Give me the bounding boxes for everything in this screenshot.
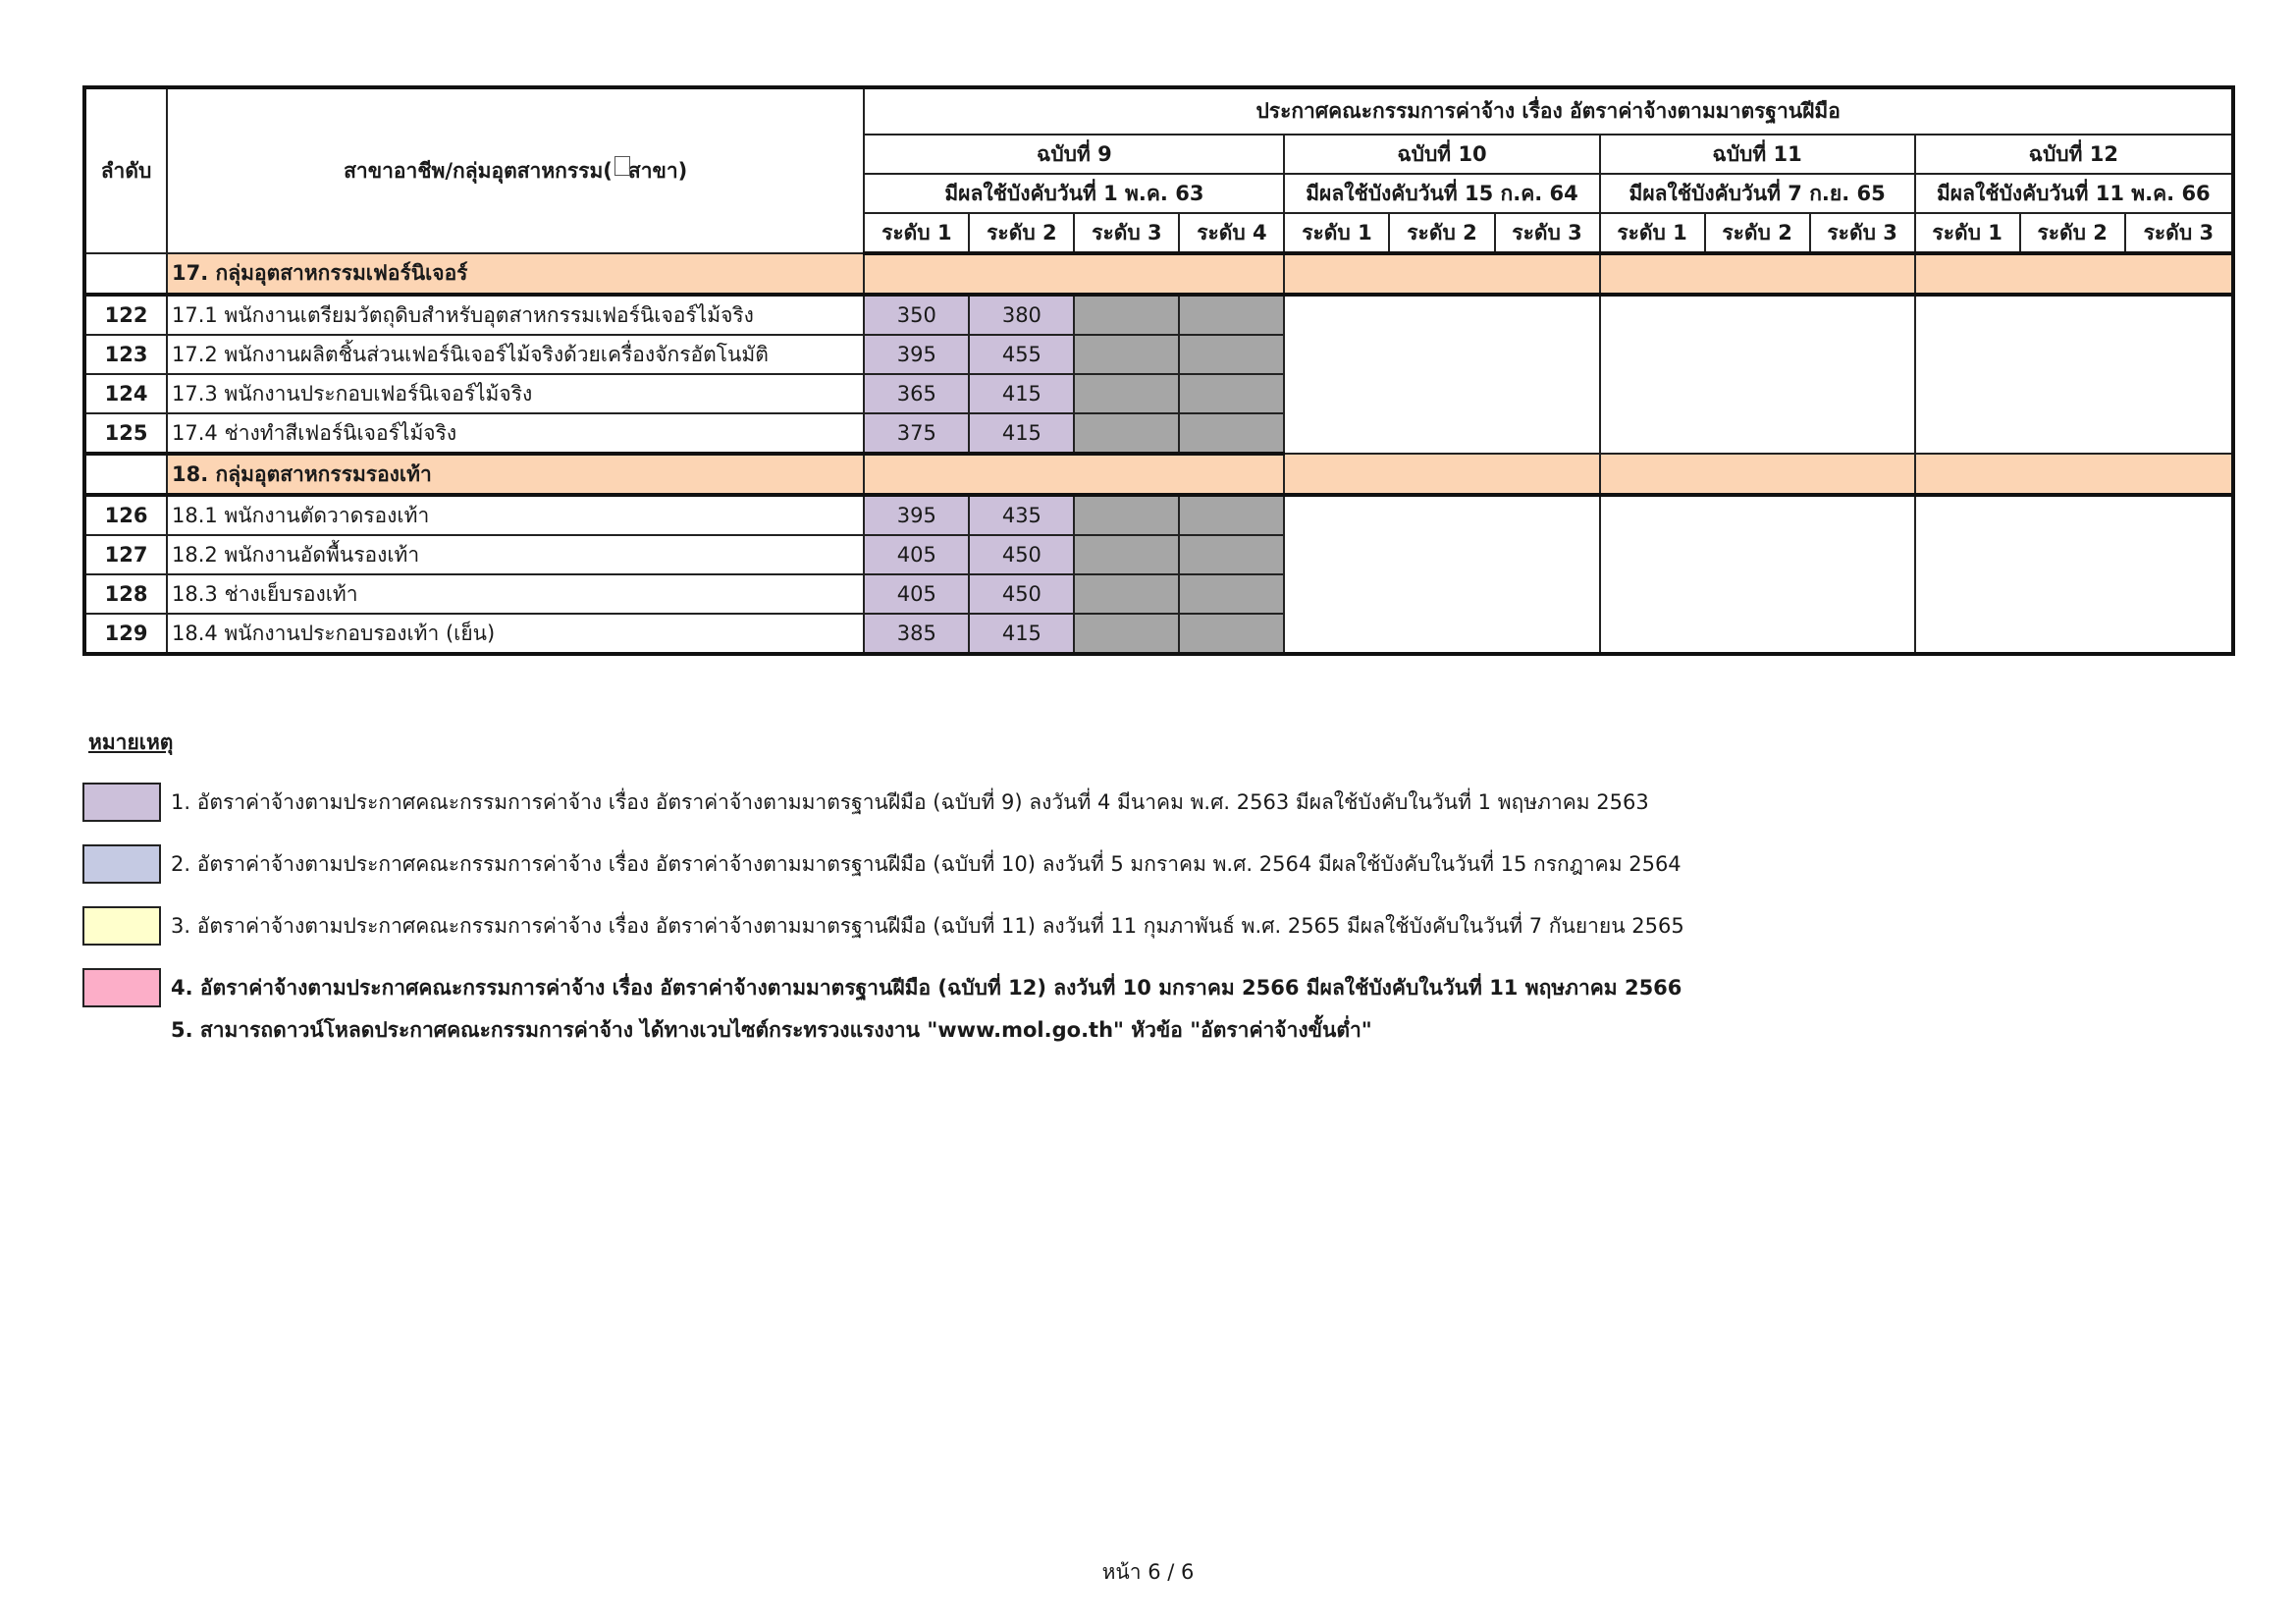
note-text: 5. สามารถดาวน์โหลดประกาศคณะกรรมการค่าจ้าง ได้ทางเวบไซต์กระทรวงแรงงาน "www.mol.go.th" หัวข้อ "อัตราค่าจ้างขั้นต่ำ" [171, 1017, 1372, 1042]
level-4-rate [1179, 295, 1284, 335]
level-4-rate [1179, 335, 1284, 374]
level-header: ระดับ 1 [1600, 213, 1705, 253]
occupation-name: 17.2 พนักงานผลิตชิ้นส่วนเฟอร์นิเจอร์ไม้จริงด้วยเครื่องจักรอัตโนมัติ [167, 335, 864, 374]
row-number: 129 [84, 614, 167, 654]
group-fill [864, 454, 1284, 495]
level-header: ระดับ 1 [864, 213, 969, 253]
level-2-rate: 415 [969, 413, 1074, 454]
level-3-rate [1074, 535, 1179, 574]
announcement-header: ประกาศคณะกรรมการค่าจ้าง เรื่อง อัตราค่าจ้างตามมาตรฐานฝีมือ [864, 87, 2233, 135]
level-4-rate [1179, 614, 1284, 654]
group-row [84, 454, 2233, 495]
group-title: 17. กลุ่มอุตสาหกรรมเฟอร์นิเจอร์ [167, 253, 864, 295]
row-number: 124 [84, 374, 167, 413]
occupation-name: 17.3 พนักงานประกอบเฟอร์นิเจอร์ไม้จริง [167, 374, 864, 413]
level-2-rate: 380 [969, 295, 1074, 335]
level-1-rate: 385 [864, 614, 969, 654]
level-1-rate: 405 [864, 574, 969, 614]
row-number: 126 [84, 495, 167, 535]
edition-9-title: ฉบับที่ 9 [864, 135, 1284, 174]
level-1-rate: 405 [864, 535, 969, 574]
level-4-rate [1179, 495, 1284, 535]
edition-10-title: ฉบับที่ 10 [1284, 135, 1599, 174]
level-1-rate: 375 [864, 413, 969, 454]
edition-9-effective: มีผลใช้บังคับวันที่ 1 พ.ค. 63 [864, 174, 1284, 213]
level-3-rate [1074, 614, 1179, 654]
level-header: ระดับ 3 [1810, 213, 1915, 253]
occupation-name: 18.4 พนักงานประกอบรองเท้า (เย็น) [167, 614, 864, 654]
legend-swatch-edition9 [82, 783, 161, 822]
level-header: ระดับ 1 [1284, 213, 1389, 253]
edition-10-effective: มีผลใช้บังคับวันที่ 15 ก.ค. 64 [1284, 174, 1599, 213]
level-2-rate: 435 [969, 495, 1074, 535]
level-header: ระดับ 2 [969, 213, 1074, 253]
occupation-name: 18.1 พนักงานตัดวาดรองเท้า [167, 495, 864, 535]
note-item-4 [82, 967, 1682, 1008]
group-row [84, 253, 2233, 295]
edition-10-block [1284, 495, 1599, 654]
row-number: 128 [84, 574, 167, 614]
row-number: 123 [84, 335, 167, 374]
group-fill [1915, 253, 2233, 295]
group-fill [1284, 454, 1599, 495]
note-text: 3. อัตราค่าจ้างตามประกาศคณะกรรมการค่าจ้าง เรื่อง อัตราค่าจ้างตามมาตรฐานฝีมือ (ฉบับที่ 11) ลงวันที่ 11 กุมภาพันธ์ พ.ศ. 2565 มีผลใช้บังคับในวันที่ 7 กันยายน 2565 [171, 913, 1684, 938]
level-1-rate: 350 [864, 295, 969, 335]
edition-10-block [1284, 295, 1599, 454]
level-header: ระดับ 2 [2020, 213, 2125, 253]
level-header: ระดับ 3 [1495, 213, 1600, 253]
page-number: หน้า 6 / 6 [1101, 1560, 1195, 1584]
group-fill [1600, 253, 1915, 295]
edition-11-block [1600, 295, 1915, 454]
level-3-rate [1074, 413, 1179, 454]
row-number: 125 [84, 413, 167, 454]
level-4-rate [1179, 574, 1284, 614]
note-item-1 [82, 782, 1649, 823]
note-item-3 [82, 905, 1684, 947]
table-row [84, 495, 2233, 535]
edition-12-block [1915, 495, 2233, 654]
edition-11-block [1600, 495, 1915, 654]
level-2-rate: 455 [969, 335, 1074, 374]
level-3-rate [1074, 495, 1179, 535]
level-2-rate: 415 [969, 614, 1074, 654]
occupation-name: 18.2 พนักงานอัดพื้นรองเท้า [167, 535, 864, 574]
row-number: 127 [84, 535, 167, 574]
edition-12-title: ฉบับที่ 12 [1915, 135, 2233, 174]
legend-swatch-edition12 [82, 968, 161, 1007]
edition-12-block [1915, 295, 2233, 454]
checkbox-glyph-icon [614, 156, 630, 176]
edition-11-title: ฉบับที่ 11 [1600, 135, 1915, 174]
level-header: ระดับ 2 [1705, 213, 1810, 253]
occupation-header-prefix: สาขาอาชีพ/กลุ่มอุตสาหกรรม( [344, 158, 613, 183]
notes-title: หมายเหตุ [88, 731, 174, 754]
group-title: 18. กลุ่มอุตสาหกรรมรองเท้า [167, 454, 864, 495]
legend-swatch-edition11 [82, 906, 161, 946]
note-text: 1. อัตราค่าจ้างตามประกาศคณะกรรมการค่าจ้าง เรื่อง อัตราค่าจ้างตามมาตรฐานฝีมือ (ฉบับที่ 9) ลงวันที่ 4 มีนาคม พ.ศ. 2563 มีผลใช้บังคับในวันที่ 1 พฤษภาคม 2563 [171, 789, 1649, 814]
level-1-rate: 365 [864, 374, 969, 413]
occupation-header [167, 87, 864, 253]
edition-12-effective: มีผลใช้บังคับวันที่ 11 พ.ค. 66 [1915, 174, 2233, 213]
level-header: ระดับ 3 [1074, 213, 1179, 253]
group-fill [1600, 454, 1915, 495]
level-header: ระดับ 1 [1915, 213, 2020, 253]
order-header: ลำดับ [84, 87, 167, 253]
level-2-rate: 450 [969, 535, 1074, 574]
group-fill [864, 253, 1284, 295]
level-3-rate [1074, 574, 1179, 614]
level-3-rate [1074, 295, 1179, 335]
group-fill [1284, 253, 1599, 295]
level-1-rate: 395 [864, 495, 969, 535]
row-number: 122 [84, 295, 167, 335]
table-row [84, 295, 2233, 335]
occupation-name: 17.4 ช่างทำสีเฟอร์นิเจอร์ไม้จริง [167, 413, 864, 454]
note-text: 4. อัตราค่าจ้างตามประกาศคณะกรรมการค่าจ้าง เรื่อง อัตราค่าจ้างตามมาตรฐานฝีมือ (ฉบับที่ 12) ลงวันที่ 10 มกราคม 2566 มีผลใช้บังคับในวันที่ 11 พฤษภาคม 2566 [171, 975, 1682, 1000]
group-fill [1915, 454, 2233, 495]
level-header: ระดับ 3 [2125, 213, 2233, 253]
note-item-2 [82, 843, 1682, 885]
level-2-rate: 450 [969, 574, 1074, 614]
level-2-rate: 415 [969, 374, 1074, 413]
edition-11-effective: มีผลใช้บังคับวันที่ 7 ก.ย. 65 [1600, 174, 1915, 213]
level-4-rate [1179, 374, 1284, 413]
group-number-cell [84, 253, 167, 295]
level-4-rate [1179, 413, 1284, 454]
note-text: 2. อัตราค่าจ้างตามประกาศคณะกรรมการค่าจ้าง เรื่อง อัตราค่าจ้างตามมาตรฐานฝีมือ (ฉบับที่ 10) ลงวันที่ 5 มกราคม พ.ศ. 2564 มีผลใช้บังคับในวันที่ 15 กรกฎาคม 2564 [171, 851, 1682, 876]
level-1-rate: 395 [864, 335, 969, 374]
occupation-name: 18.3 ช่างเย็บรองเท้า [167, 574, 864, 614]
occupation-name: 17.1 พนักงานเตรียมวัตถุดิบสำหรับอุตสาหกรรมเฟอร์นิเจอร์ไม้จริง [167, 295, 864, 335]
level-header: ระดับ 4 [1179, 213, 1284, 253]
wage-rate-table [82, 85, 2235, 656]
level-header: ระดับ 2 [1389, 213, 1494, 253]
level-3-rate [1074, 335, 1179, 374]
legend-swatch-edition10 [82, 844, 161, 884]
level-4-rate [1179, 535, 1284, 574]
occupation-header-suffix: สาขา) [627, 158, 688, 183]
level-3-rate [1074, 374, 1179, 413]
group-number-cell [84, 454, 167, 495]
